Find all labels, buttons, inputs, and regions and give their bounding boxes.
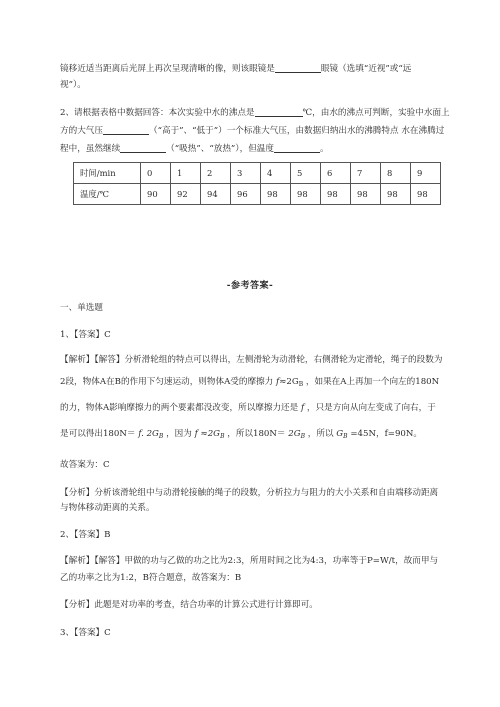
text: ，所以180N＝ <box>227 429 286 439</box>
subscript: B <box>220 433 225 440</box>
formula-approx <box>279 377 303 387</box>
table-cell: 98 <box>291 184 321 205</box>
answer-1-explanation-line-4 <box>60 428 460 443</box>
text: 眼镜（选填“近视”或“远 <box>320 64 412 74</box>
text: 方的大气压 <box>60 126 103 136</box>
answer-blank-temperature[interactable] <box>274 142 320 153</box>
text: 视”）。 <box>60 80 86 90</box>
text: 程中，虽然继续 <box>60 144 121 154</box>
formula-f-2g <box>138 429 163 439</box>
text: f. 2G <box>138 429 159 439</box>
formula-f: f <box>276 377 280 387</box>
table-cell: 8 <box>381 163 411 184</box>
text: ，如果在A上再加一个向左的180N <box>305 377 440 387</box>
table-cell: 98 <box>261 184 291 205</box>
table-row-temperature <box>74 184 441 205</box>
table-cell: 96 <box>231 184 261 205</box>
answer-3: 3、【答案】C <box>60 628 111 638</box>
answers-title: -参考答案- <box>226 281 274 291</box>
subscript: B <box>298 381 304 388</box>
answer-blank-pressure[interactable] <box>103 124 149 135</box>
table-cell: 92 <box>171 184 201 205</box>
formula-2g <box>288 429 305 439</box>
text: =45N，f=90N。 <box>350 429 423 439</box>
question-2-line-1 <box>60 106 460 119</box>
table-header-time: 时间/min <box>74 163 141 184</box>
question-2-line-3 <box>60 142 460 155</box>
question-continuation-line-2 <box>60 79 460 91</box>
answer-2: 2、【答案】B <box>60 530 111 540</box>
table-cell: 90 <box>141 184 171 205</box>
formula-g <box>336 429 347 439</box>
answer-blank-boiling-point[interactable] <box>255 106 303 117</box>
text: （“高于”、“低于”）一个标准大气压，由数据归纳出水的沸腾特点 水在沸腾过 <box>148 126 445 136</box>
table-cell: 2 <box>201 163 231 184</box>
text: 是可以得出180N＝ <box>60 429 136 439</box>
answer-1: 1、【答案】C <box>60 330 111 340</box>
table-row-time <box>74 163 441 184</box>
table-cell: 7 <box>351 163 381 184</box>
text: （“吸热”、“放热”），但温度 <box>166 144 274 154</box>
answer-1-analysis-line-2: 与物体移动距离的关系。 <box>60 503 155 513</box>
question-2-line-2 <box>60 124 460 137</box>
formula-f: f <box>300 403 305 413</box>
answer-1-analysis-line-1: 【分析】分析该滑轮组中与动滑轮接触的绳子的段数，分析拉力与阻力的大小关系和自由端移动距离 <box>60 488 439 498</box>
answer-blank-heat[interactable] <box>120 142 166 153</box>
answer-1-explanation-line-3 <box>60 402 460 414</box>
answer-1-conclusion: 故答案为：C <box>60 460 110 470</box>
answer-blank[interactable] <box>275 62 321 73</box>
table-cell: 0 <box>141 163 171 184</box>
table-cell: 1 <box>171 163 201 184</box>
subscript: B <box>158 433 164 440</box>
text: ，所以 <box>307 429 334 439</box>
table-cell: 4 <box>261 163 291 184</box>
table-cell: 98 <box>321 184 351 205</box>
answer-2-explanation-line-2: 乙的功率之比为1:2，B符合题意，故答案为：B <box>60 573 242 583</box>
text: ，只是方向从向左变成了向右，于 <box>306 403 436 413</box>
text: 2段，物体A在B的作用下匀速运动，则物体A受的摩擦力 <box>60 377 274 387</box>
text: ，因为 <box>166 429 192 439</box>
text: 2G <box>288 429 301 439</box>
text: 2、请根据表格中数据回答：本次实验中水的沸点是 <box>60 108 255 118</box>
table-cell: 5 <box>291 163 321 184</box>
table-cell: 6 <box>321 163 351 184</box>
answer-1-explanation-line-2 <box>60 376 460 391</box>
subscript: B <box>343 433 348 440</box>
subscript: B <box>300 433 306 440</box>
table-cell: 9 <box>411 163 441 184</box>
question-continuation-line-1 <box>60 62 460 75</box>
answer-1-explanation-line-1: 【解析】【解答】分析滑轮组的特点可以得出，左侧滑轮为动滑轮，右侧滑轮为定滑轮，绳子的段数为 <box>60 355 443 365</box>
text: f <box>194 429 198 439</box>
data-table <box>73 162 441 205</box>
table-cell: 98 <box>411 184 441 205</box>
answer-2-analysis: 【分析】此题是对功率的考查，结合功率的计算公式进行计算即可。 <box>60 600 318 610</box>
text: 镜移近适当距离后光屏上再次呈现清晰的像，则该眼镜是 <box>60 64 275 74</box>
text: ℃，由水的沸点可判断，实验中水面上 <box>302 108 450 118</box>
table-header-temperature: 温度/℃ <box>74 184 141 205</box>
table-cell: 94 <box>201 184 231 205</box>
text: ≈2G <box>200 429 221 439</box>
table-cell: 98 <box>381 184 411 205</box>
text: ≈2G <box>279 377 299 387</box>
text: 的力，物体A影响摩擦力的两个要素都没改变，所以摩擦力还是 <box>60 403 299 413</box>
section-heading: 一、单选题 <box>60 303 103 313</box>
text: 。 <box>319 144 329 154</box>
text: G <box>336 429 344 439</box>
table-cell: 3 <box>231 163 261 184</box>
answer-2-explanation-line-1: 【解析】【解答】甲做的功与乙做的功之比为2:3，所用时间之比为4:3，功率等于P=W/t，故而甲与 <box>60 556 439 566</box>
formula-f-approx-2g <box>195 429 225 439</box>
table-cell: 98 <box>351 184 381 205</box>
